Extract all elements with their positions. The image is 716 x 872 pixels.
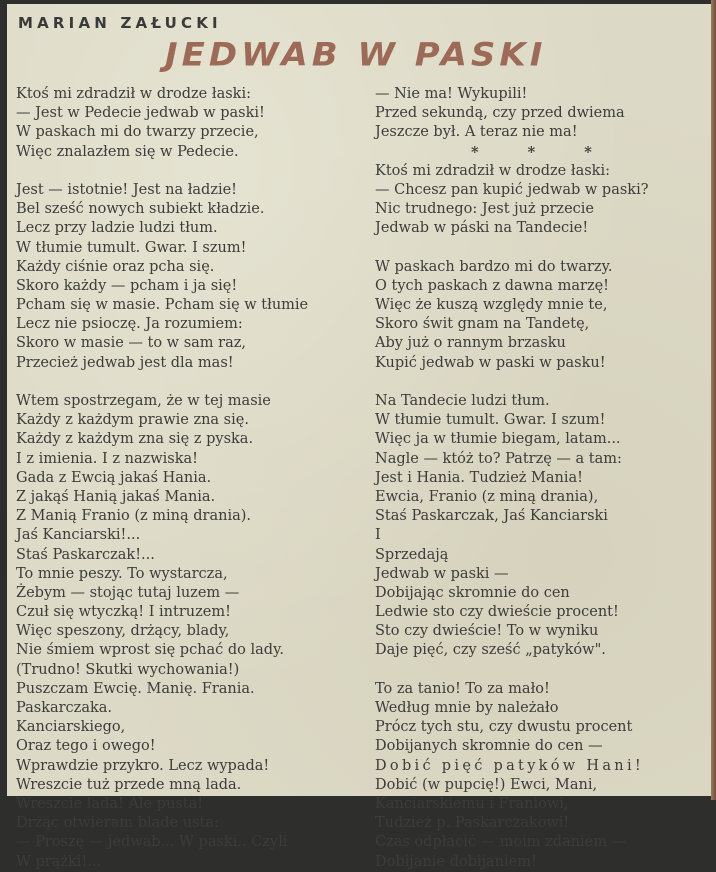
verse-line: Lecz przy ladzie ludzi tłum. [16, 220, 218, 237]
verse-line: W tłumie tumult. Gwar. I szum! [16, 239, 247, 256]
verse-line: W paskach bardzo mi do twarzy. [375, 258, 613, 275]
verse-line: Z Manią Franio (z miną drania). [16, 508, 251, 525]
verse-line: Jedwab w páski na Tandecie! [375, 220, 589, 237]
verse-line: Paskarczaka. [16, 700, 112, 716]
verse-line: Wreszcie tuż przede mną lada. [16, 776, 242, 793]
verse-line: Daje pięć, czy sześć „patyków". [375, 642, 606, 659]
verse-line: Puszczam Ewcię. Manię. Frania. [16, 680, 255, 697]
verse-line: Skoro świt gnam na Tandetę, [375, 316, 590, 333]
verse-line: I [375, 527, 381, 544]
verse-line: Dobijanie dobijaniem! [375, 853, 537, 870]
verse-line: Jedwab w paski — [375, 565, 509, 582]
verse-line: Ewcia, Franio (z miną drania), [375, 488, 599, 505]
verse-line: Z jakąś Hanią jakaś Mania. [16, 488, 216, 505]
verse-line: Kanciarskiemu i Franiowi, [375, 795, 569, 812]
verse-line: W tłumie tumult. Gwar. I szum! [375, 412, 606, 429]
verse-line: Ktoś mi zdradził w drodze łaski: [16, 86, 251, 102]
verse-line: Skoro w masie — to w sam raz, [16, 335, 246, 352]
verse-line: Oraz tego i owego! [16, 738, 156, 755]
verse-line: Według mnie by należało [375, 700, 559, 716]
verse-line: Każdy z każdym prawie zna się. [16, 412, 249, 429]
verse-line: Sprzedają [375, 546, 449, 563]
author-name: MARIAN ZAŁUCKI [18, 14, 222, 32]
verse-line: To za tanio! To za mało! [375, 680, 550, 697]
verse-line: Kupić jedwab w paski w pasku! [375, 354, 606, 371]
verse-line: Bel sześć nowych subiekt kładzie. [16, 201, 265, 218]
verse-line: Dobijając skromnie do cen [375, 584, 570, 601]
verse-line: Przed sekundą, czy przed dwiema [375, 105, 625, 122]
verse-line: Żebym — stojąc tutaj luzem — [16, 584, 240, 601]
verse-line: Nic trudnego: Jest już przecie [375, 201, 594, 218]
verse-line: Więc że kuszą względy mnie te, [375, 297, 608, 314]
verse-line: O tych paskach z dawna marzę! [375, 277, 610, 294]
verse-line: Pcham się w masie. Pcham się w tłumie [16, 297, 309, 314]
verse-line: Staś Paskarczak!... [16, 546, 155, 563]
verse-line: Gada z Ewcią jakaś Hania. [16, 469, 212, 486]
verse-line: Drżąc otwieram blade usta: [16, 815, 219, 832]
verse-line: I z imienia. I z nazwiska! [16, 450, 198, 467]
verse-line: Nagle — któż to? Patrzę — a tam: [375, 450, 622, 467]
verse-line: Wtem spostrzegam, że w tej masie [16, 393, 271, 409]
verse-line [375, 661, 648, 680]
verse-line: Na Tandecie ludzi tłum. [375, 393, 550, 409]
poem-column-left [16, 85, 308, 872]
verse-line: Lecz nie psioczę. Ja rozumiem: [16, 316, 243, 333]
verse-line: W paskach mi do twarzy przecie, [16, 124, 259, 141]
verse-line: Dobić (w pupcię!) Ewci, Mani, [375, 776, 598, 793]
verse-line: Sto czy dwieście! To w wyniku [375, 623, 599, 640]
verse-line: Każdy ciśnie oraz pcha się. [16, 258, 215, 275]
verse-line: Ktoś mi zdradził w drodze łaski: [375, 162, 610, 179]
verse-line: Dobijanych skromnie do cen — [375, 738, 603, 755]
verse-line: W prążki!... [16, 853, 102, 870]
verse-line: — Nie ma! Wykupili! [375, 86, 528, 102]
verse-line: Staś Paskarczak, Jaś Kanciarski [375, 508, 608, 525]
verse-line: Wprawdzie przykro. Lecz wypada! [16, 757, 270, 774]
verse-line: Prócz tych stu, czy dwustu procent [375, 719, 633, 736]
page-edge [711, 0, 716, 800]
verse-line: Nie śmiem wprost się pchać do lady. [16, 642, 284, 659]
verse-line: Każdy z każdym zna się z pyska. [16, 431, 254, 448]
newspaper-page [7, 4, 711, 870]
verse-line: Wreszcie lada! Ale pusta! [16, 795, 204, 812]
poem-title: JEDWAB W PASKI [165, 36, 547, 74]
verse-line: To mnie peszy. To wystarcza, [16, 565, 228, 582]
section-divider: * * * [471, 143, 614, 161]
verse-line: Czas odpłacić — moim zdaniem — [375, 834, 627, 851]
verse-line: Jest i Hania. Tudzież Mania! [375, 469, 583, 486]
verse-line: — Proszę — jedwab... W paski.. Czyli [16, 834, 288, 851]
verse-line: (Trudno! Skutki wychowania!) [16, 661, 240, 678]
verse-line [375, 239, 648, 258]
verse-line: Kanciarskiego, [16, 719, 126, 736]
verse-line: Skoro każdy — pcham i ja się! [16, 277, 238, 294]
verse-line: Więc speszony, drżący, blady, [16, 623, 230, 640]
verse-line: Jest — istotnie! Jest na ładzie! [16, 181, 238, 198]
verse-line: Przecież jedwab jest dla mas! [16, 354, 234, 371]
verse-line: Jaś Kanciarski!... [16, 527, 141, 544]
verse-line: Więc ja w tłumie biegam, latam... [375, 431, 621, 448]
verse-line: — Jest w Pedecie jedwab w paski! [16, 105, 265, 122]
verse-line [16, 373, 308, 392]
verse-line: Czuł się wtyczką! I intruzem! [16, 604, 231, 621]
verse-line: Dobić pięć patyków Hani! [375, 757, 645, 774]
verse-line [16, 162, 308, 181]
verse-line: Jeszcze był. A teraz nie ma! [375, 124, 578, 141]
verse-line: Aby już o rannym brzasku [375, 335, 566, 352]
poem-column-right [375, 85, 648, 872]
verse-line [375, 373, 648, 392]
verse-line: Więc znalazłem się w Pedecie. [16, 143, 239, 160]
verse-line: Ledwie sto czy dwieście procent! [375, 604, 619, 621]
verse-line: — Chcesz pan kupić jedwab w paski? [375, 181, 649, 198]
verse-line: Tudzież p. Paskarczakowi! [375, 815, 570, 832]
